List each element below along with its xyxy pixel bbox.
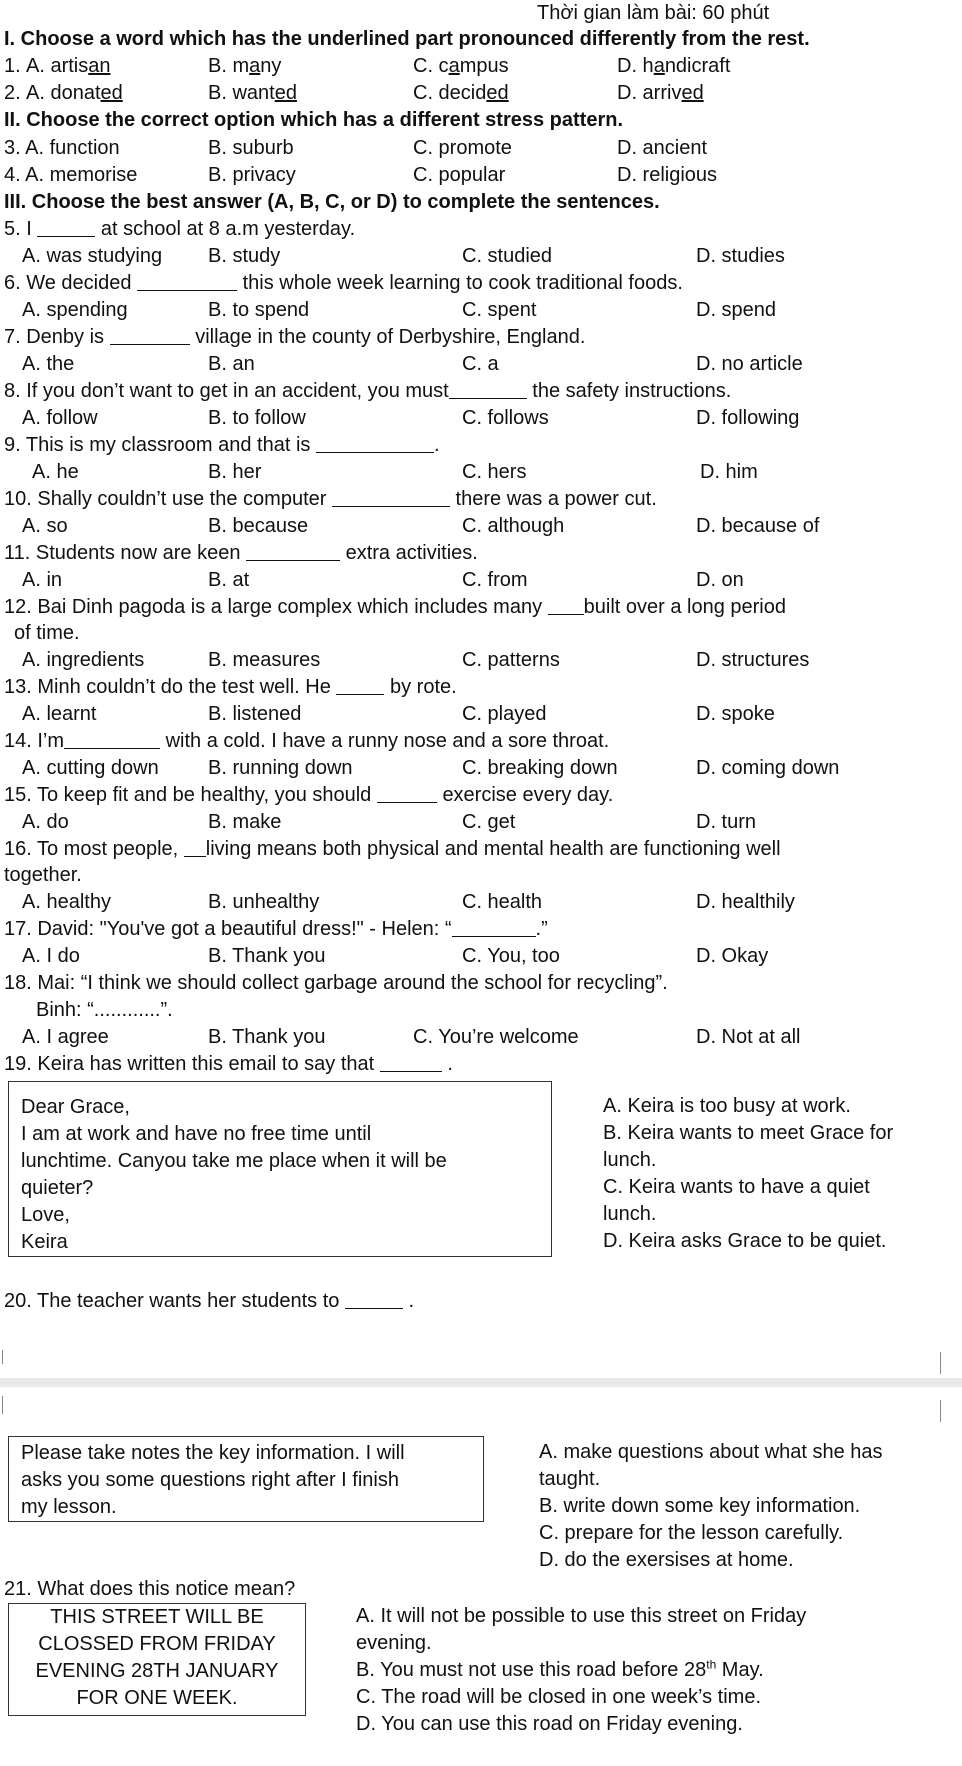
q10-option-d: D. because of xyxy=(696,515,820,537)
q19-email-line: Dear Grace, xyxy=(21,1096,130,1118)
q16-option-c: C. health xyxy=(462,891,543,913)
q20-notice-line: asks you some questions right after I finish xyxy=(21,1469,399,1491)
q21-option-c: C. The road will be closed in one week’s time. xyxy=(356,1686,762,1708)
q16-option-a: A. healthy xyxy=(22,891,111,913)
q10-blank xyxy=(332,487,450,507)
q2-option-a: A. donated xyxy=(26,82,123,104)
q15-option-a: A. do xyxy=(22,811,69,833)
q10-stem: 10. Shally couldn’t use the computer there was a power cut. xyxy=(4,488,657,510)
q20-option-a-continued: taught. xyxy=(539,1468,601,1490)
q16-stem-continued: together. xyxy=(4,864,82,886)
q13-blank xyxy=(336,675,384,695)
q5-option-c: C. studied xyxy=(462,245,553,267)
q19-blank xyxy=(380,1052,442,1072)
q14-option-c: C. breaking down xyxy=(462,757,618,779)
q10-option-c: C. although xyxy=(462,515,565,537)
q19-option-b-continued: lunch. xyxy=(603,1149,657,1171)
q19-option-c-continued: lunch. xyxy=(603,1203,657,1225)
q11-option-b: B. at xyxy=(208,569,250,591)
q15-option-b: B. make xyxy=(208,811,282,833)
q19-option-c: C. Keira wants to have a quiet xyxy=(603,1176,870,1198)
q12-option-c: C. patterns xyxy=(462,649,560,671)
q20-option-d: D. do the exersises at home. xyxy=(539,1549,794,1571)
q6-option-b: B. to spend xyxy=(208,299,310,321)
q10-option-a: A. so xyxy=(22,515,68,537)
q11-blank xyxy=(246,541,340,561)
q12-blank xyxy=(548,595,584,615)
q1-option-d: D. handicraft xyxy=(617,55,731,77)
q13-stem: 13. Minh couldn’t do the test well. He by rote. xyxy=(4,676,457,698)
q2-option-d: D. arrived xyxy=(617,82,704,104)
q12-stem: 12. Bai Dinh pagoda is a large complex which includes many built over a long period xyxy=(4,596,786,618)
section-2-title: II. Choose the correct option which has a different stress pattern. xyxy=(4,109,624,131)
q20-notice-box xyxy=(8,1436,484,1522)
q20-option-a: A. make questions about what she has xyxy=(539,1441,883,1463)
q18-stem: 18. Mai: “I think we should collect garbage around the school for recycling”. xyxy=(4,972,668,994)
q20-option-c: C. prepare for the lesson carefully. xyxy=(539,1522,844,1544)
q19-email-line: I am at work and have no free time until xyxy=(21,1123,372,1145)
q7-option-c: C. a xyxy=(462,353,499,375)
q12-option-d: D. structures xyxy=(696,649,810,671)
q16-stem: 16. To most people, living means both physical and mental health are functioning well xyxy=(4,838,781,860)
q3-option-b: B. suburb xyxy=(208,137,294,159)
q7-option-a: A. the xyxy=(22,353,75,375)
q20-blank xyxy=(345,1289,403,1309)
q2-option-c: C. decided xyxy=(413,82,509,104)
q21-option-a-continued: evening. xyxy=(356,1632,432,1654)
q8-option-b: B. to follow xyxy=(208,407,306,429)
q16-blank xyxy=(184,837,206,857)
q18-option-c: C. You’re welcome xyxy=(413,1026,579,1048)
q20-notice-line: Please take notes the key information. I will xyxy=(21,1442,405,1464)
q19-email-line: quieter? xyxy=(21,1177,94,1199)
q18-reply: Binh: “............”. xyxy=(36,999,173,1021)
q21-option-a: A. It will not be possible to use this street on Friday xyxy=(356,1605,807,1627)
q11-option-a: A. in xyxy=(22,569,63,591)
q21-sign-box xyxy=(8,1603,306,1716)
q14-option-a: A. cutting down xyxy=(22,757,159,779)
q21-sign-line: EVENING 28TH JANUARY xyxy=(35,1660,279,1682)
q2-number: 2. xyxy=(4,82,21,104)
q15-option-d: D. turn xyxy=(696,811,757,833)
q20-notice-line: my lesson. xyxy=(21,1496,117,1518)
q10-option-b: B. because xyxy=(208,515,309,537)
q17-option-d: D. Okay xyxy=(696,945,769,967)
q9-stem: 9. This is my classroom and that is . xyxy=(4,434,440,456)
q21-option-b: B. You must not use this road before 28th May. xyxy=(356,1657,764,1681)
q17-stem: 17. David: "You've got a beautiful dress!" - Helen: “ .” xyxy=(4,918,548,940)
q3-option-a: 3. A. function xyxy=(4,137,120,159)
q20-stem: 20. The teacher wants her students to . xyxy=(4,1290,415,1312)
q7-option-b: B. an xyxy=(208,353,255,375)
q1-option-a: A. artisan xyxy=(26,55,111,77)
q8-blank xyxy=(449,379,527,399)
q8-option-c: C. follows xyxy=(462,407,549,429)
q1-option-b: B. many xyxy=(208,55,282,77)
q18-option-a: A. I agree xyxy=(22,1026,109,1048)
q19-email-line: Keira xyxy=(21,1231,68,1253)
q11-option-c: C. from xyxy=(462,569,528,591)
section-1-title: I. Choose a word which has the underlined part pronounced differently from the rest. xyxy=(4,28,810,50)
page-break-mark xyxy=(940,1400,941,1422)
q5-option-d: D. studies xyxy=(696,245,785,267)
q1-option-c: C. campus xyxy=(413,55,509,77)
q4-option-a: 4. A. memorise xyxy=(4,164,138,186)
q14-option-d: D. coming down xyxy=(696,757,840,779)
q17-option-b: B. Thank you xyxy=(208,945,326,967)
q14-stem: 14. I’m with a cold. I have a runny nose and a sore throat. xyxy=(4,730,610,752)
q13-option-a: A. learnt xyxy=(22,703,97,725)
q2-option-b: B. wanted xyxy=(208,82,297,104)
q5-blank xyxy=(37,217,95,237)
q12-stem-continued: of time. xyxy=(14,622,80,644)
q16-option-d: D. healthily xyxy=(696,891,795,913)
q4-option-c: C. popular xyxy=(413,164,506,186)
q18-option-b: B. Thank you xyxy=(208,1026,326,1048)
q19-email-line: Love, xyxy=(21,1204,70,1226)
q17-option-a: A. I do xyxy=(22,945,80,967)
q6-stem: 6. We decided this whole week learning to cook traditional foods. xyxy=(4,272,683,294)
q15-blank xyxy=(377,783,437,803)
q9-option-c: C. hers xyxy=(462,461,527,483)
q13-option-c: C. played xyxy=(462,703,547,725)
q19-option-a: A. Keira is too busy at work. xyxy=(603,1095,851,1117)
exam-time: Thời gian làm bài: 60 phút xyxy=(537,2,770,24)
q1-number: 1. xyxy=(4,55,21,77)
q9-option-d: D. him xyxy=(700,461,758,483)
q7-blank xyxy=(110,325,190,345)
section-3-title: III. Choose the best answer (A, B, C, or D) to complete the sentences. xyxy=(4,191,660,213)
q3-option-d: D. ancient xyxy=(617,137,708,159)
q17-blank xyxy=(452,917,536,937)
q21-sign-line: CLOSSED FROM FRIDAY xyxy=(38,1633,276,1655)
q19-email-line: lunchtime. Canyou take me place when it will be xyxy=(21,1150,447,1172)
q5-option-a: A. was studying xyxy=(22,245,163,267)
q5-stem: 5. I at school at 8 a.m yesterday. xyxy=(4,218,356,240)
q7-stem: 7. Denby is village in the county of Derbyshire, England. xyxy=(4,326,586,348)
q8-option-a: A. follow xyxy=(22,407,98,429)
q19-option-d: D. Keira asks Grace to be quiet. xyxy=(603,1230,887,1252)
q13-option-d: D. spoke xyxy=(696,703,775,725)
q9-blank xyxy=(316,433,434,453)
q21-stem: 21. What does this notice mean? xyxy=(4,1578,296,1600)
q19-option-b: B. Keira wants to meet Grace for xyxy=(603,1122,894,1144)
q6-blank xyxy=(137,271,237,291)
q4-option-b: B. privacy xyxy=(208,164,296,186)
q14-option-b: B. running down xyxy=(208,757,353,779)
q12-option-a: A. ingredients xyxy=(22,649,145,671)
q19-email-box xyxy=(8,1081,552,1257)
q14-blank xyxy=(64,729,160,749)
q20-option-b: B. write down some key information. xyxy=(539,1495,861,1517)
q11-stem: 11. Students now are keen extra activities. xyxy=(4,542,478,564)
q6-option-c: C. spent xyxy=(462,299,537,321)
q15-option-c: C. get xyxy=(462,811,516,833)
q16-option-b: B. unhealthy xyxy=(208,891,320,913)
q5-option-b: B. study xyxy=(208,245,281,267)
q19-stem: 19. Keira has written this email to say that . xyxy=(4,1053,453,1075)
q21-sign-line: FOR ONE WEEK. xyxy=(76,1687,238,1709)
page-break-mark xyxy=(2,1396,3,1414)
q18-option-d: D. Not at all xyxy=(696,1026,801,1048)
page-separator xyxy=(0,1378,962,1387)
q11-option-d: D. on xyxy=(696,569,744,591)
q21-option-d: D. You can use this road on Friday evening. xyxy=(356,1713,743,1735)
q8-option-d: D. following xyxy=(696,407,800,429)
q6-option-a: A. spending xyxy=(22,299,128,321)
q7-option-d: D. no article xyxy=(696,353,803,375)
q13-option-b: B. listened xyxy=(208,703,302,725)
q21-sign-line: THIS STREET WILL BE xyxy=(50,1606,264,1628)
page-break-mark xyxy=(940,1352,941,1374)
q8-stem: 8. If you don’t want to get in an accident, you must the safety instructions. xyxy=(4,380,732,402)
q3-option-c: C. promote xyxy=(413,137,512,159)
page-break-mark xyxy=(2,1350,3,1364)
q15-stem: 15. To keep fit and be healthy, you should exercise every day. xyxy=(4,784,614,806)
q12-option-b: B. measures xyxy=(208,649,321,671)
q6-option-d: D. spend xyxy=(696,299,777,321)
q4-option-d: D. religious xyxy=(617,164,718,186)
q9-option-b: B. her xyxy=(208,461,262,483)
q9-option-a: A. he xyxy=(32,461,79,483)
q17-option-c: C. You, too xyxy=(462,945,560,967)
